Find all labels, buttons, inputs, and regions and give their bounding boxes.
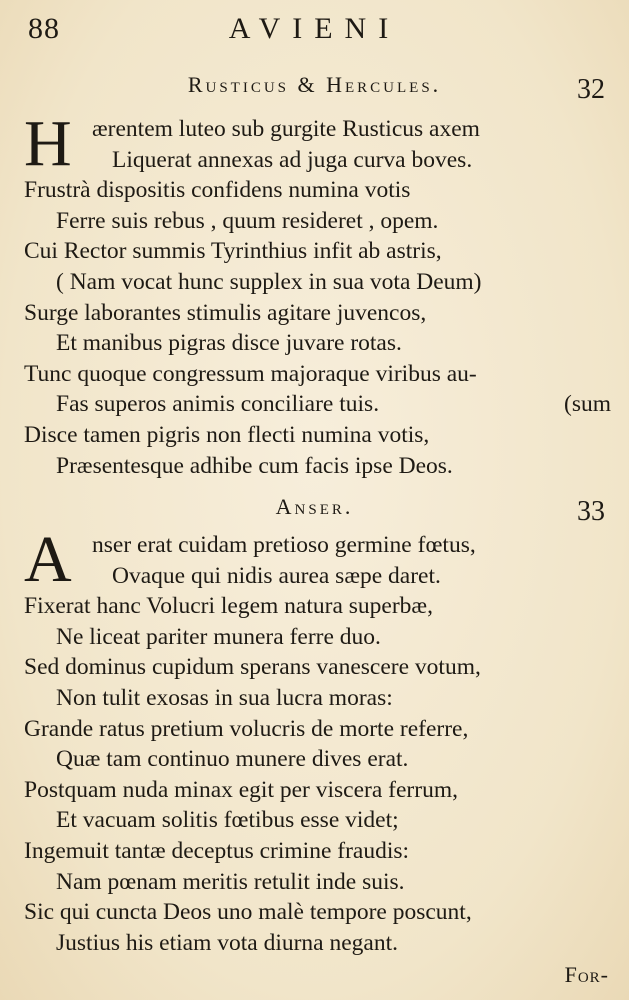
verse-line xyxy=(24,389,611,420)
running-head: AVIENI xyxy=(228,12,401,45)
verse-line: Tunc quoque congressum majoraque viribus au- xyxy=(24,360,477,387)
fable-title: Rusticus & Hercules. xyxy=(187,72,442,97)
verse-line: Sed dominus cupidum sperans vanescere votum, xyxy=(24,654,481,681)
verse-line: Cui Rector summis Tyrinthius infit ab astris, xyxy=(24,238,442,265)
turnover-note: (sum xyxy=(564,391,611,418)
verse-line: Disce tamen pigris non flecti numina votis, xyxy=(24,421,430,448)
fable-heading xyxy=(24,494,605,530)
verse-line: Et vacuam solitis fœtibus esse videt; xyxy=(56,807,399,834)
page-header xyxy=(24,10,605,50)
verse-text: Fas superos animis conciliare tuis. xyxy=(56,391,380,418)
fable-title: Anser. xyxy=(275,494,354,519)
verse-line: Justius his etiam vota diurna negant. xyxy=(56,929,399,956)
fable-text xyxy=(24,107,611,481)
verse-line: Postquam nuda minax egit per viscera ferrum, xyxy=(24,776,458,803)
verse-line: Ne liceat pariter munera ferre duo. xyxy=(56,623,381,650)
verse-line: Non tulit exosas in sua lucra moras: xyxy=(56,684,393,711)
drop-cap: A xyxy=(24,523,72,596)
verse-line: Sic qui cuncta Deos uno malè tempore poscunt, xyxy=(24,899,472,926)
fable-heading xyxy=(24,72,605,108)
verse-line: Nam pœnam meritis retulit inde suis. xyxy=(56,868,405,895)
page-number: 88 xyxy=(28,12,60,45)
verse-line: Et manibus pigras disce juvare rotas. xyxy=(56,330,402,357)
drop-cap: H xyxy=(24,107,72,180)
fable-text xyxy=(24,523,611,958)
fable-number: 32 xyxy=(577,74,605,105)
verse-line: Grande ratus pretium volucris de morte referre, xyxy=(24,715,469,742)
verse-line: Præsentesque adhibe cum facis ipse Deos. xyxy=(56,452,453,479)
verse-line: Ingemuit tantæ deceptus crimine fraudis: xyxy=(24,837,410,864)
catchword: For- xyxy=(564,962,609,987)
fable-number: 33 xyxy=(577,496,605,527)
verse-line: Frustrà dispositis confidens numina votis xyxy=(24,177,411,204)
verse-line: nser erat cuidam pretioso germine fœtus, xyxy=(92,532,476,558)
verse-line: Ferre suis rebus , quum resideret , opem. xyxy=(56,207,439,234)
verse-line: Quæ tam continuo munere dives erat. xyxy=(56,746,409,773)
verse-line: ærentem luteo sub gurgite Rusticus axem xyxy=(92,116,480,142)
verse-line: Liquerat annexas ad juga curva boves. xyxy=(112,146,473,173)
verse-line: Ovaque qui nidis aurea sæpe daret. xyxy=(112,562,441,589)
verse-line: Fixerat hanc Volucri legem natura superbæ, xyxy=(24,593,433,620)
verse-line: Surge laborantes stimulis agitare juvencos, xyxy=(24,299,427,326)
verse-line: ( Nam vocat hunc supplex in sua vota Deum) xyxy=(56,268,482,295)
